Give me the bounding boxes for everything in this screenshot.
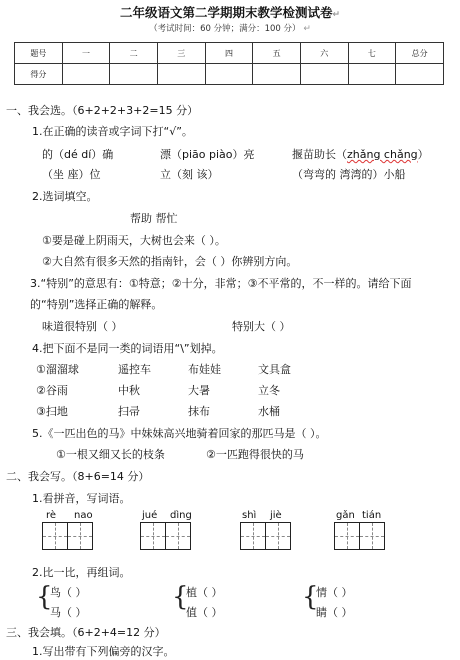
compare-item[interactable]: 植（ ） — [186, 586, 223, 599]
score-cell[interactable] — [253, 64, 301, 85]
q3-line-1: 3.“特别”的意思有：①特意；②十分，非常；③不平常的，不一样的。请给下面 — [30, 277, 412, 290]
q4-word[interactable]: ③扫地 — [36, 405, 68, 418]
s2-q2-prompt: 2.比一比，再组词。 — [32, 566, 131, 579]
section1-heading: 一、我会选。（6+2+2+3+2=15 分） — [6, 104, 199, 117]
q1-word-3-pinyin: zhǎng chǎng — [347, 148, 418, 161]
q1-word-2[interactable]: 漂（piāo piào）亮 — [160, 148, 255, 161]
compare-item[interactable]: 值（ ） — [186, 606, 223, 619]
q4-word[interactable]: 中秋 — [118, 384, 140, 397]
pinyin-left: jué — [142, 510, 158, 521]
q2-prompt: 2.选词填空。 — [32, 190, 98, 203]
q1-prompt: 1.在正确的读音或字词下打“√”。 — [32, 125, 193, 138]
writing-cell[interactable] — [165, 522, 191, 550]
writing-cell[interactable] — [42, 522, 68, 550]
q5-prompt: 5.《一匹出色的马》中妹妹高兴地骑着回家的那匹马是（ ）。 — [32, 427, 327, 440]
score-cell[interactable] — [396, 64, 444, 85]
q4-word[interactable]: ②谷雨 — [36, 384, 68, 397]
q4-word[interactable]: 文具盒 — [258, 363, 291, 376]
pinyin-grid-4 — [330, 510, 390, 554]
score-header-cell: 六 — [300, 43, 348, 64]
q4-prompt: 4.把下面不是同一类的词语用“\”划掉。 — [32, 342, 223, 355]
exam-subtitle: （考试时间：60 分钟；满分：100 分） ↵ — [149, 24, 311, 34]
q4-word[interactable]: 扫帚 — [118, 405, 140, 418]
s3-q1-prompt: 1.写出带有下列偏旁的汉字。 — [32, 645, 175, 658]
q4-word[interactable]: 大暑 — [188, 384, 210, 397]
pinyin-left: rè — [46, 510, 57, 521]
pinyin-left: shì — [242, 510, 257, 521]
score-header-cell: 三 — [157, 43, 205, 64]
writing-cell[interactable] — [359, 522, 385, 550]
q4-word[interactable]: 水桶 — [258, 405, 280, 418]
q5-option-1[interactable]: ①一根又细又长的枝条 — [56, 448, 165, 461]
compare-item[interactable]: 情（ ） — [316, 586, 353, 599]
q4-word[interactable]: ①溜溜球 — [36, 363, 79, 376]
q1-word-1[interactable]: 的（dé dí）确 — [42, 148, 114, 161]
score-header-cell: 二 — [110, 43, 158, 64]
score-table-header-row — [15, 43, 444, 64]
score-cell[interactable] — [62, 64, 110, 85]
q4-word[interactable]: 遥控车 — [118, 363, 151, 376]
score-header-cell: 一 — [62, 43, 110, 64]
pinyin-right: tián — [362, 510, 382, 521]
score-table-score-row — [15, 64, 444, 85]
writing-cell[interactable] — [140, 522, 166, 550]
brace-icon: { — [172, 582, 189, 612]
q3-blank-1[interactable]: 味道很特别（ ） — [42, 320, 123, 333]
score-header-cell: 总分 — [396, 43, 444, 64]
s2-q1-prompt: 1.看拼音，写词语。 — [32, 492, 131, 505]
exam-title: 二年级语文第二学期期末教学检测试卷↵ — [119, 5, 341, 20]
pinyin-grid-1 — [38, 510, 98, 554]
pinyin-left: gǎn — [336, 510, 355, 521]
compare-item[interactable]: 马（ ） — [50, 606, 87, 619]
score-header-cell: 题号 — [15, 43, 63, 64]
pinyin-right: jiè — [270, 510, 282, 521]
compare-item[interactable]: 睛（ ） — [316, 606, 353, 619]
pinyin-right: dìng — [170, 510, 192, 521]
q5-option-2[interactable]: ②一匹跑得很快的马 — [206, 448, 304, 461]
q3-blank-2[interactable]: 特别大（ ） — [232, 320, 291, 333]
q4-word[interactable]: 抹布 — [188, 405, 210, 418]
q2-item-2[interactable]: ②大自然有很多天然的指南针，会（ ）你辨别方向。 — [42, 255, 298, 268]
brace-icon: { — [36, 582, 53, 612]
q4-word[interactable]: 布娃娃 — [188, 363, 221, 376]
q2-options: 帮助 帮忙 — [130, 212, 178, 225]
score-header-cell: 四 — [205, 43, 253, 64]
score-cell[interactable] — [205, 64, 253, 85]
q1-word-4[interactable]: （坐 座）位 — [42, 168, 101, 181]
q1-word-6[interactable]: （弯弯的 湾湾的）小船 — [292, 168, 406, 181]
writing-cell[interactable] — [240, 522, 266, 550]
q1-word-5[interactable]: 立（刻 该） — [160, 168, 219, 181]
compare-item[interactable]: 鸟（ ） — [50, 586, 87, 599]
score-header-cell: 七 — [348, 43, 396, 64]
section3-heading: 三、我会填。（6+2+4=12 分） — [6, 626, 166, 639]
q4-word[interactable]: 立冬 — [258, 384, 280, 397]
writing-cell[interactable] — [67, 522, 93, 550]
score-row-label: 得分 — [15, 64, 63, 85]
score-cell[interactable] — [157, 64, 205, 85]
score-header-cell: 五 — [253, 43, 301, 64]
writing-cell[interactable] — [334, 522, 360, 550]
q1-word-3[interactable]: 揠苗助长（zhǎng chǎng） — [292, 148, 429, 161]
q3-line-2: 的“特别”选择正确的解释。 — [30, 298, 163, 311]
pinyin-right: nao — [74, 510, 93, 521]
brace-icon: { — [302, 582, 319, 612]
score-table — [14, 42, 444, 85]
q2-item-1[interactable]: ①要是碰上阴雨天，大树也会来（ ）。 — [42, 234, 226, 247]
pinyin-grid-3 — [236, 510, 296, 554]
section2-heading: 二、我会写。（8+6=14 分） — [6, 470, 150, 483]
score-cell[interactable] — [110, 64, 158, 85]
score-cell[interactable] — [348, 64, 396, 85]
score-cell[interactable] — [300, 64, 348, 85]
writing-cell[interactable] — [265, 522, 291, 550]
pinyin-grid-2 — [136, 510, 196, 554]
